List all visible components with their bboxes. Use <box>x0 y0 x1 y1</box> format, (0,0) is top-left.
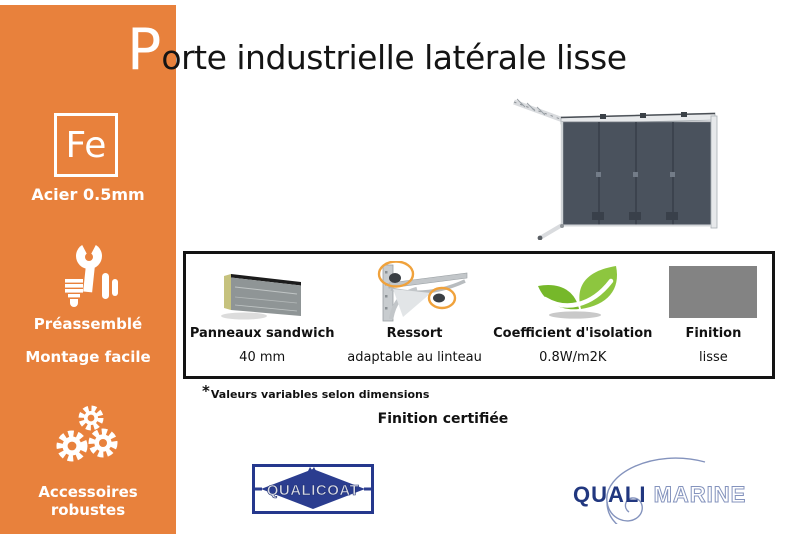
fe-symbol: Fe <box>65 124 107 166</box>
door-illustration <box>500 90 770 245</box>
gears-icon <box>0 403 176 475</box>
qualimarine-logo <box>545 452 763 529</box>
feature-title: Finition <box>685 326 742 341</box>
feature-ressort <box>338 254 490 376</box>
acier-label: Acier 0.5mm <box>31 185 145 204</box>
certification-heading: Finition certifiée <box>377 411 509 427</box>
spring-linteau-icon <box>359 260 471 324</box>
footnote <box>202 384 429 402</box>
feature-title: Coefficient d'isolation <box>493 326 653 341</box>
page-title <box>127 17 627 83</box>
sandwich-panel-icon <box>214 260 310 324</box>
qualimarine-solid-text: QUALI <box>573 482 647 507</box>
wrench-screw-icon <box>0 241 176 311</box>
feature-value: adaptable au linteau <box>347 350 482 365</box>
feature-title: Panneaux sandwich <box>189 326 335 341</box>
features-strip <box>183 251 775 379</box>
qualimarine-outline-text: MARINE <box>653 482 747 507</box>
fe-square-icon <box>54 113 118 177</box>
feature-value: 0.8W/m2K <box>539 350 607 365</box>
feature-title: Ressort <box>386 326 443 341</box>
feature-finition <box>655 254 772 376</box>
footnote-text: Valeurs variables selon dimensions <box>210 388 430 401</box>
feature-coefficient-isolation <box>491 254 655 376</box>
feature-value: lisse <box>699 350 728 365</box>
qualicoat-logo <box>252 464 374 519</box>
feature-value: 40 mm <box>239 350 286 365</box>
smooth-finish-swatch <box>669 260 757 324</box>
preassemble-label: Préassemblé <box>33 315 143 333</box>
sidebar <box>0 5 176 534</box>
title-text: orte industrielle latérale lisse <box>161 38 627 77</box>
qualicoat-text: QUALICOAT <box>266 482 360 499</box>
svg-text:QUALI MARINE <box>573 482 746 507</box>
asterisk: * <box>202 382 210 400</box>
accessoires-label: Accessoires robustes <box>38 483 138 519</box>
feature-panneaux-sandwich <box>186 254 338 376</box>
montage-label: Montage facile <box>25 348 151 366</box>
title-initial: P <box>127 17 162 83</box>
leaves-icon <box>523 260 623 324</box>
